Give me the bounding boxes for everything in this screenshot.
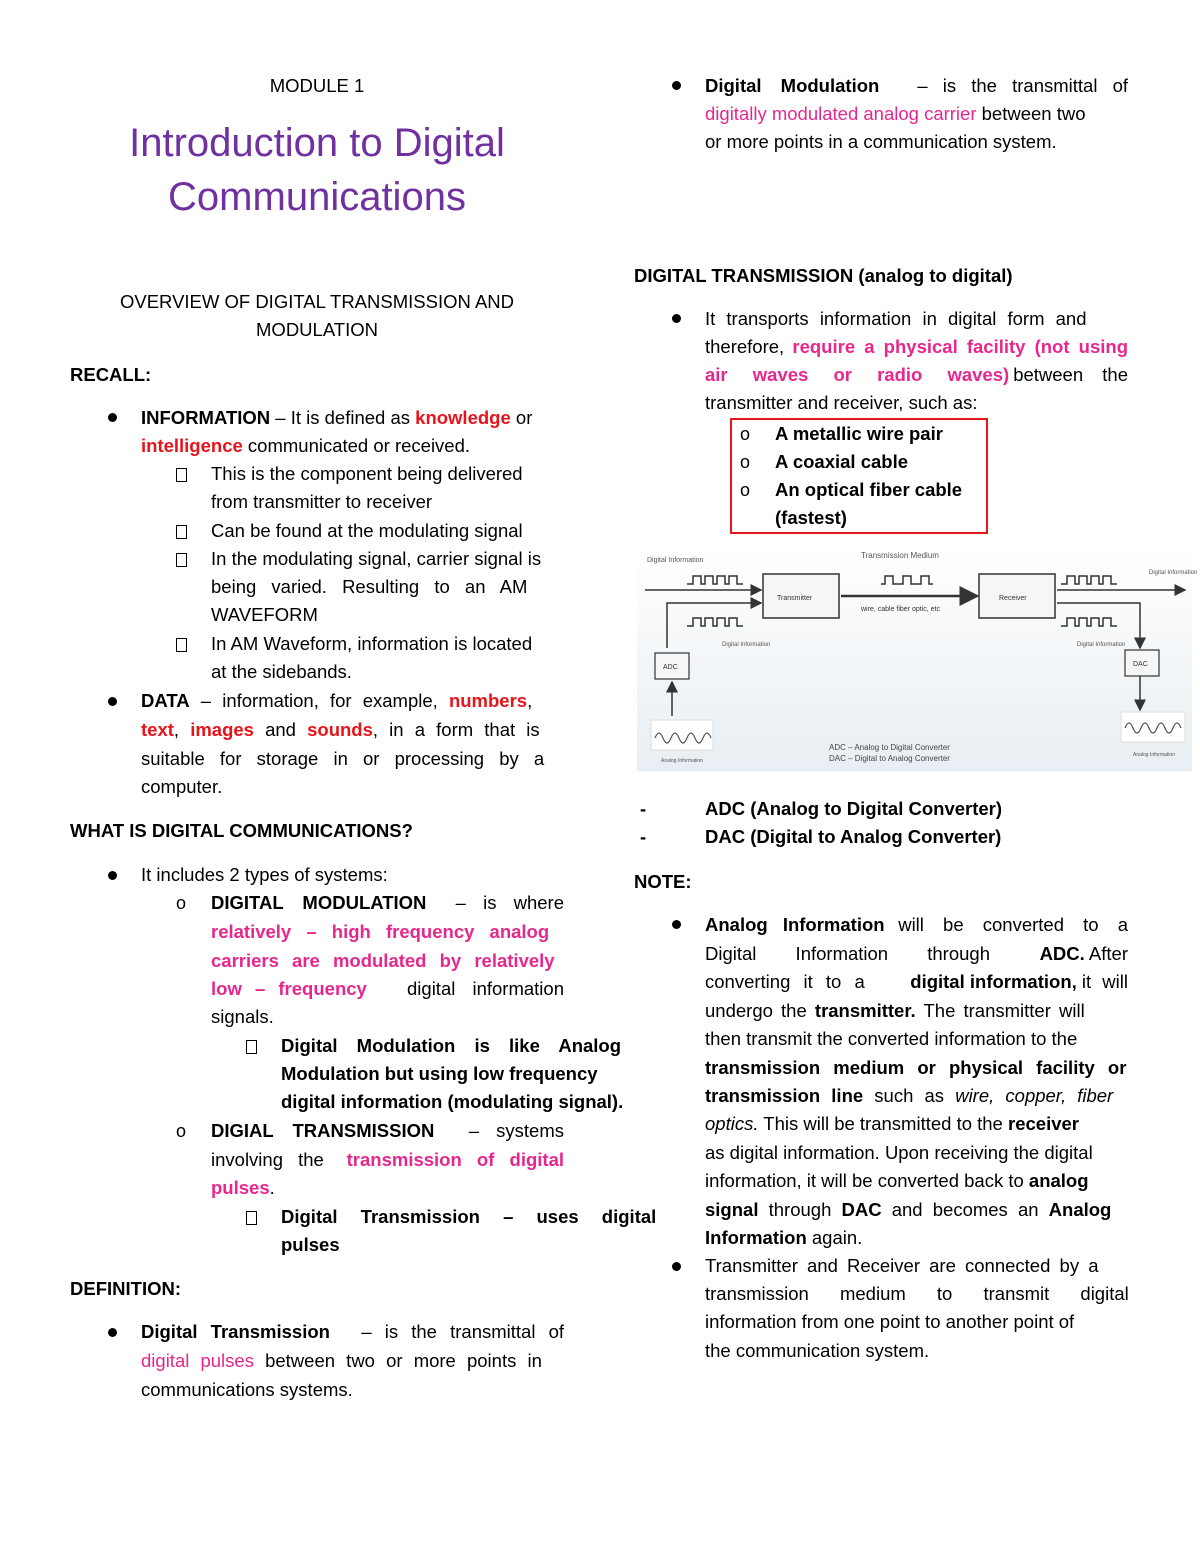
note1-l8: optics. This will be transmitted to the receiver [705,1113,1079,1134]
adc-definition: ADC (Analog to Digital Converter) [705,798,1003,819]
circle-bullet-icon: o [176,893,187,913]
dm-line2: relatively – high frequency analog [211,921,550,942]
analog-in-box [651,720,713,750]
analog-out-box [1121,712,1185,742]
medium-label: Transmission Medium [861,551,939,560]
note1-l7: transmission line such as wire, copper, fiber [705,1085,1114,1106]
dt-heading: DIGITAL TRANSMISSION (analog to digital) [634,265,1013,286]
media-item: A metallic wire pair [775,423,943,444]
info-sub2-l1: Can be found at the modulating signal [211,520,523,541]
data-line4: computer. [141,776,223,797]
rdt-line4: transmitter and receiver, such as: [705,392,978,413]
rdt-line3: air waves or radio waves) between the [705,364,1128,385]
dm-sub-l2: Modulation but using low frequency [281,1063,598,1084]
dm-line1: DIGITAL MODULATION – is where [211,892,564,913]
info-sub4-l1: In AM Waveform, information is located [211,633,533,654]
analog-out-label: Analog Information [1133,752,1175,758]
dm-line4: low – frequency digital information [211,978,564,999]
bullet-icon [672,81,681,90]
circle-bullet-icon: o [740,452,751,472]
definition-line3: communications systems. [141,1379,353,1400]
info-sub3-l3: WAVEFORM [211,604,318,625]
dac-definition: DAC (Digital to Analog Converter) [705,826,1002,847]
sub-bullet-icon [176,638,187,652]
digital-out-label: Digital Information [1149,570,1198,576]
media-item: (fastest) [775,507,847,528]
recall-heading: RECALL: [70,364,152,385]
note1-l3: converting it to a digital information, it will [705,971,1128,992]
note1-l4: undergo the transmitter. The transmitter will [705,1000,1085,1021]
dt-line1: DIGIAL TRANSMISSION – systems [211,1120,564,1141]
note1-l12: Information again. [705,1227,863,1248]
bullet-icon [108,871,117,880]
legend-adc: ADC – Analog to Digital Converter [829,743,950,752]
dash-marker: - [640,826,647,847]
dac-label: DAC [1133,661,1148,668]
bullet-icon [108,1328,117,1337]
information-line2: intelligence communicated or received. [141,435,471,456]
data-line3: suitable for storage in or processing by a [141,748,545,769]
bullet-icon [672,314,681,323]
sub-bullet-icon [176,468,187,482]
info-sub1-l1: This is the component being delivered [211,463,523,484]
dt-sub-l1: Digital Transmission – uses digital [281,1206,657,1227]
media-item: An optical fiber cable [775,479,963,500]
dt-sub-l2: pulses [281,1234,340,1255]
overview-heading-2: MODULATION [256,319,378,340]
circle-bullet-icon: o [176,1121,187,1141]
dt-line3: pulses. [211,1177,275,1198]
sub-bullet-icon [176,553,187,567]
rdm-line2: digitally modulated analog carrier between two [705,103,1086,124]
note2-l1: Transmitter and Receiver are connected by a [705,1255,1099,1276]
note1-l2: Digital Information through ADC. After [705,943,1128,964]
rdt-line1: It transports information in digital form and [705,308,1087,329]
note1-l6: transmission medium or physical facility or [705,1057,1127,1078]
note1-l10: information, it will be converted back to analog [705,1170,1089,1191]
bullet-icon [108,413,117,422]
receiver-label: Receiver [999,595,1027,602]
note1-l5: then transmit the converted information to the [705,1028,1078,1049]
bullet-icon [672,1262,681,1271]
circle-bullet-icon: o [740,480,751,500]
note2-l2: transmission medium to transmit digital [705,1283,1129,1304]
note1-l9: as digital information. Upon receiving the digital [705,1142,1093,1163]
dm-line3: carriers are modulated by relatively [211,950,555,971]
info-sub4-l2: at the sidebands. [211,661,352,682]
info-sub3-l2: being varied. Resulting to an AM [211,576,528,597]
data-line2: text, images and sounds, in a form that is [141,719,540,740]
dm-line5: signals. [211,1006,274,1027]
wire-label: wire, cable fiber optic, etc [861,606,940,613]
data-line1: DATA – information, for example, numbers, [141,690,533,711]
rdm-line3: or more points in a communication system. [705,131,1057,152]
transmitter-label: Transmitter [777,595,813,602]
information-line1: INFORMATION – It is defined as knowledge or [141,407,533,428]
adc-label: ADC [663,664,678,671]
digital-info-in-label: Digital Information [647,557,704,564]
info-sub3-l1: In the modulating signal, carrier signal is [211,548,542,569]
legend-dac: DAC – Digital to Analog Converter [829,754,950,763]
sub-bullet-icon [246,1040,257,1054]
dm-sub-l3: digital information (modulating signal). [281,1091,624,1112]
transmission-diagram [637,548,1198,771]
note1-l1: Analog Information will be converted to a [705,914,1128,935]
dt-line2: involving the transmission of digital [211,1149,564,1170]
definition-heading: DEFINITION: [70,1278,181,1299]
circle-bullet-icon: o [740,424,751,444]
note-heading: NOTE: [634,871,692,892]
note1-l11: signal through DAC and becomes an Analog [705,1199,1112,1220]
logic-out-label: Digital Information [1077,642,1126,648]
sub-bullet-icon [176,525,187,539]
bullet-icon [672,920,681,929]
rdm-line1: Digital Modulation – is the transmittal of [705,75,1128,96]
sub-bullet-icon [246,1211,257,1225]
dash-marker: - [640,798,647,819]
page-title-line2: Communications [168,175,466,219]
logic-in-label: Digital Information [722,642,771,648]
what-intro: It includes 2 types of systems: [141,864,388,885]
rdt-line2: therefore, require a physical facility (not using [705,336,1128,357]
media-item: A coaxial cable [775,451,908,472]
note2-l3: information from one point to another point of [705,1311,1075,1332]
bullet-icon [108,697,117,706]
analog-in-label: Analog Information [661,758,703,764]
dm-sub-l1: Digital Modulation is like Analog [281,1035,622,1056]
module-label: MODULE 1 [269,75,365,96]
overview-heading-1: OVERVIEW OF DIGITAL TRANSMISSION AND [119,291,515,312]
page-title-line1: Introduction to Digital [129,121,505,165]
what-heading: WHAT IS DIGITAL COMMUNICATIONS? [70,820,413,841]
note2-l4: the communication system. [705,1340,930,1361]
info-sub1-l2: from transmitter to receiver [211,491,433,512]
definition-line2: digital pulses between two or more points in [141,1350,542,1371]
definition-line1: Digital Transmission – is the transmittal of [141,1321,564,1342]
